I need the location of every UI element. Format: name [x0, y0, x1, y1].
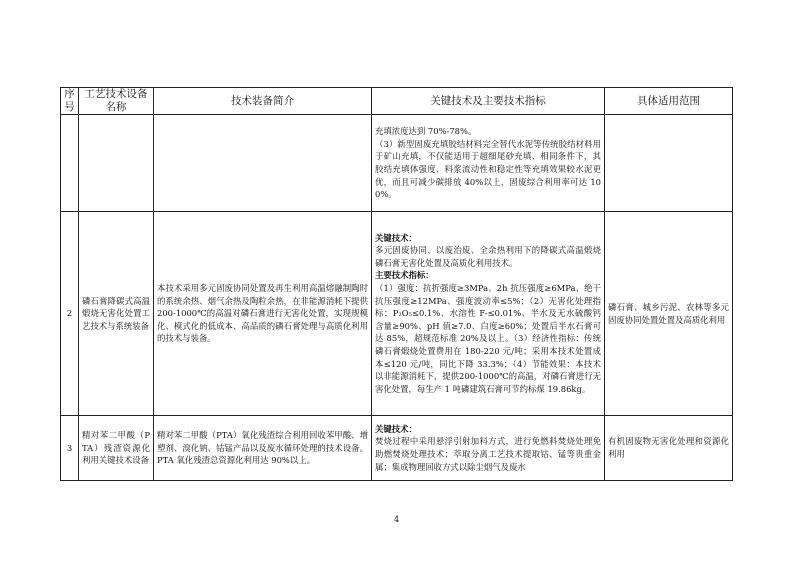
- cell-key: [372, 115, 605, 212]
- table-row: [61, 416, 733, 481]
- key-text-line: （3）新型固废充填胶结材料完全替代水泥等传统胶结材料用于矿山充填，不仅能适用于超细尾砂充填、相同条件下，其胶结充填体强度、料浆流动性和稳定性等充填效果较水泥更优，而且可减少碳排放 40%以上，固废综合利用率可达 100%。: [375, 138, 601, 200]
- technology-table: [60, 87, 733, 481]
- key-text-line: 充填浓度达到 70%-78%。: [375, 126, 477, 137]
- page-number: 4: [393, 515, 400, 524]
- header-no: 序号: [61, 88, 79, 115]
- cell-desc: [154, 115, 372, 212]
- cell-no: [61, 115, 79, 212]
- cell-no: 3: [61, 416, 79, 481]
- header-name: 工艺技术设备名称: [79, 88, 154, 115]
- table-row: [61, 115, 733, 212]
- cell-scope: [605, 115, 733, 212]
- cell-desc: 精对苯二甲酸（PTA）氧化残渣综合利用回收苯甲酸、增塑剂、溴化钠、钴锰产品以及废水循环处理的技术设备。PTA 氧化残渣总资源化利用达 90%以上。: [154, 416, 372, 481]
- main-indicators-text: （1）强度：抗折强度≥3MPa、2h 抗压强度≥6MPa、绝干抗压强度≥12MPa、强度波动率≤5%；（2）无害化处理指标：P₂O₅≤0.1%、水溶性 F-≤0.01%、半水及无水硫酸钙含量≥90%、pH 值≥7.0、白度≥60%；处置后半水石膏可达 85%，超规范标准 20%及以上。（3）经济性指标：传统磷石膏煅烧处置费用在 180-220 元/吨；采用本技术处置成本≤120 元/吨，同比下降 33.3%；（4）节能效果：本技术以非能源消耗下，提供200-1000℃的高温，对磷石膏进行无害化处置，每生产 1 吨磷建筑石膏可节约标煤 19.86kg。: [375, 283, 601, 394]
- cell-name: 精对苯二甲酸（PTA）残渣资源化利用关键技术设备: [79, 416, 154, 481]
- table-header-row: [61, 88, 733, 115]
- cell-no: 2: [61, 212, 79, 416]
- cell-scope: 有机固废物无害化处理和资源化利用: [605, 416, 733, 481]
- cell-desc: 本技术采用多元固废协同处置及再生利用高温熔融制陶时的系统余热、烟气余热及陶粒余热，在非能源消耗下提供 200-1000℃的高温对磷石膏进行无害化处置，实现规模化、模式化的低成本、高品质的磷石膏处理与高质化利用的技术与装备。: [154, 212, 372, 416]
- table-row: [61, 212, 733, 416]
- key-technology-title: 关键技术：: [375, 232, 417, 243]
- key-technology-title: 关键技术：: [375, 423, 417, 434]
- cell-name: 磷石膏降碳式高温煅烧无害化处置工艺技术与系统装备: [79, 212, 154, 416]
- cell-scope: 磷石膏、城乡污泥、农林等多元固废协同处置处置及高质化利用: [605, 212, 733, 416]
- key-technology-text: 多元固废协同、以废治废、全余热利用下的降碳式高温煅烧磷石膏无害化处置及高质化利用技术。: [375, 245, 601, 268]
- cell-key: [372, 416, 605, 481]
- cell-key: [372, 212, 605, 416]
- header-scope: 具体适用范围: [605, 88, 733, 115]
- main-indicators-title: 主要技术指标：: [375, 270, 434, 281]
- header-key: 关键技术及主要技术指标: [372, 88, 605, 115]
- header-desc: 技术装备简介: [154, 88, 372, 115]
- cell-name: [79, 115, 154, 212]
- key-technology-text: 焚烧过程中采用悬浮引射加料方式，进行免燃料焚烧处理免助燃焚烧处理技术；萃取分离工艺技术提取钴、锰等贵重金属；集成物理回收方式以除尘烟气及废水: [375, 436, 601, 472]
